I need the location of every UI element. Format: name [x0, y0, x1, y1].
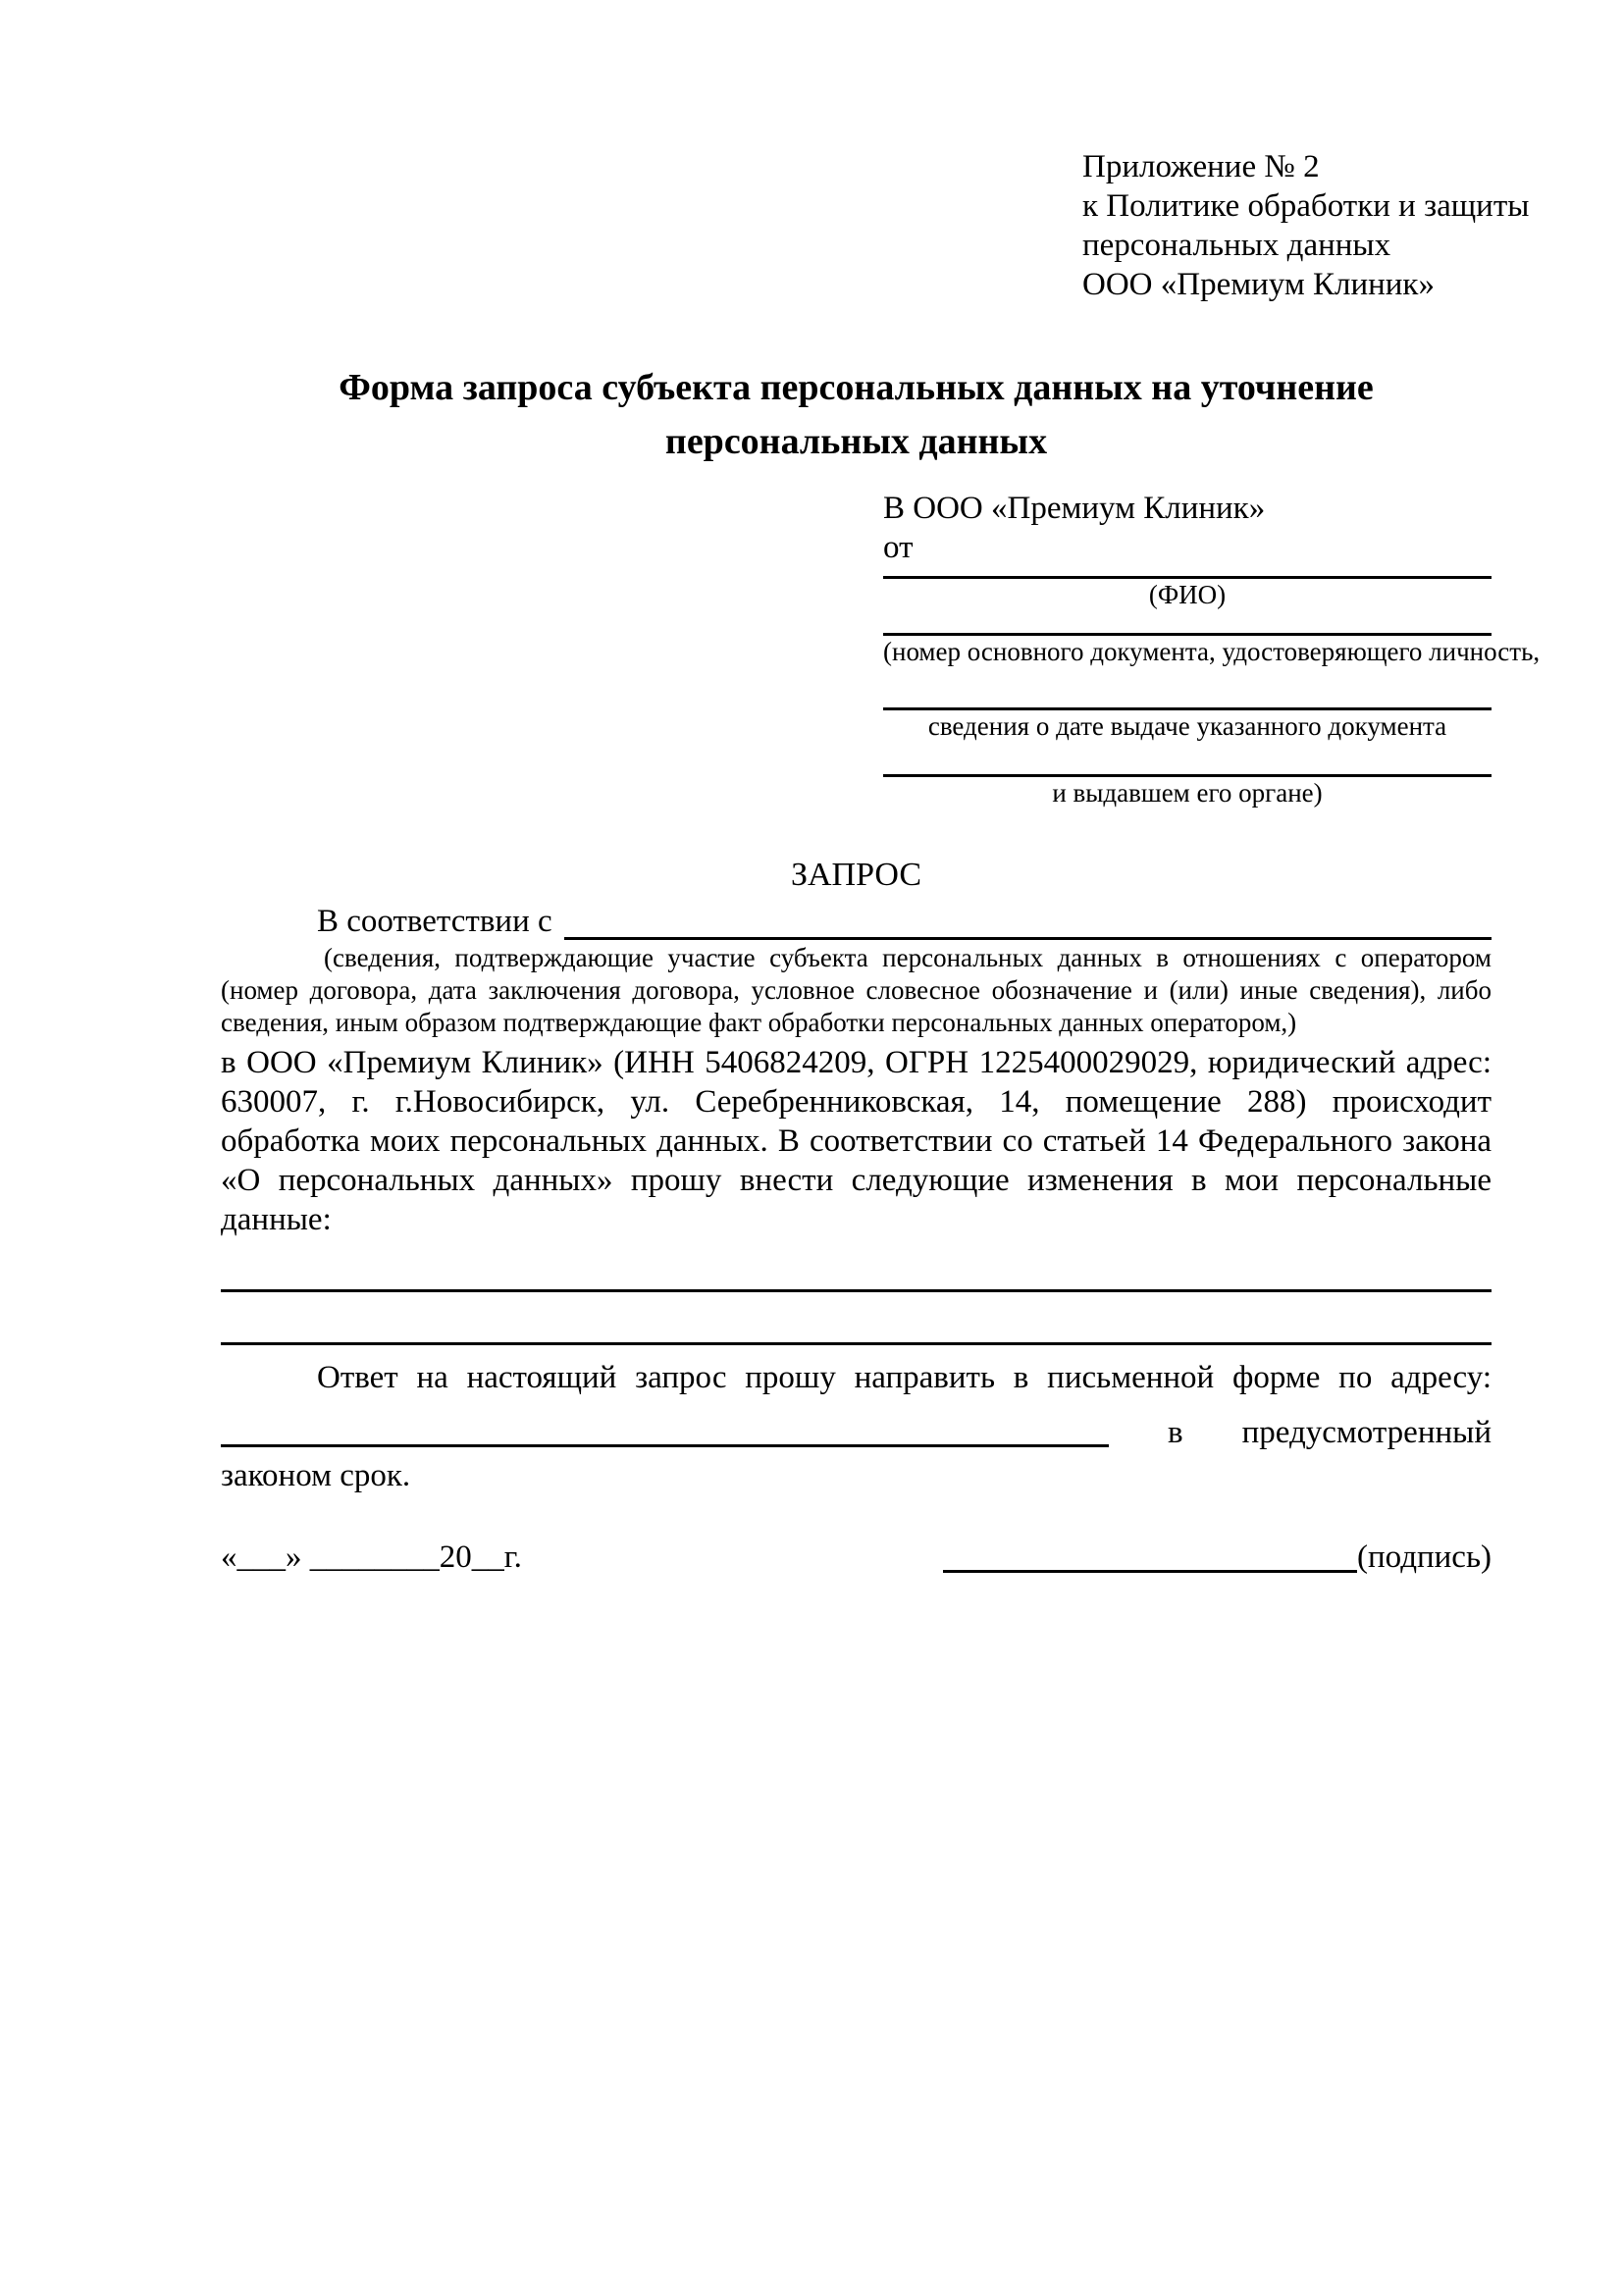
accordance-blank-line — [564, 937, 1492, 940]
addressee-block — [883, 489, 1541, 809]
document-number-caption: (номер основного документа, удостоверяющего личность, — [883, 637, 1541, 666]
accordance-label: В соответствии с — [317, 904, 552, 939]
accordance-row — [221, 897, 1492, 940]
signature-caption: (подпись) — [1357, 1539, 1492, 1575]
request-heading: ЗАПРОС — [790, 857, 922, 893]
document-number-blank-line — [883, 610, 1492, 636]
fine-print-note: (сведения, подтверждающие участие субъекта персональных данных в отношениях с оператором (номер договора, дата заключения договора, условное словесное обозначение и (или) иные сведения), либо сведения, иным образом подтверждающие факт обработки персональных данных оператором,) — [221, 943, 1492, 1037]
document-title: Форма запроса субъекта персональных данных на уточнение персональных данных — [339, 367, 1374, 462]
changes-blank-line-2 — [221, 1292, 1492, 1345]
date-blank-line: «___» ________20__г. — [221, 1539, 522, 1575]
addressee-from-label: от — [883, 530, 914, 565]
appendix-note — [1082, 147, 1530, 304]
appendix-line: ООО «Премиум Клиник» — [1082, 267, 1435, 302]
appendix-line: персональных данных — [1082, 228, 1391, 263]
changes-blank-line-1 — [221, 1239, 1492, 1292]
reply-paragraph — [221, 1345, 1492, 1500]
address-blank-line — [221, 1444, 1109, 1447]
fio-caption: (ФИО) — [1148, 580, 1227, 609]
body-paragraph: в ООО «Премиум Клиник» (ИНН 5406824209, ОГРН 1225400029029, юридический адрес: 630007, г. г.Новосибирск, ул. Серебренниковская, 14, помещение 288) происходит обработка моих персональных данных. В соответствии со статьей 14 Федерального закона «О персональных данных» прошу внести следующие изменения в мои персональные данные: — [221, 1045, 1492, 1237]
issue-date-blank-line — [883, 667, 1492, 710]
signature-blank-line — [943, 1570, 1357, 1573]
appendix-line: к Политике обработки и защиты — [1082, 188, 1530, 224]
date-signature-row — [221, 1536, 1492, 1579]
reply-address-row — [221, 1402, 1492, 1451]
signature-group — [943, 1536, 1492, 1579]
issuing-authority-caption: и выдавшем его органе) — [1052, 778, 1323, 808]
reply-text-line1: Ответ на настоящий запрос прошу направить в письменной форме по адресу: — [317, 1360, 1492, 1395]
issuing-authority-blank-line — [883, 742, 1492, 777]
reply-word-v: в — [1168, 1415, 1183, 1450]
appendix-line: Приложение № 2 — [1082, 149, 1320, 184]
issue-date-caption: сведения о дате выдаче указанного документа — [927, 711, 1447, 741]
reply-word-predusmotrennyi: предусмотренный — [1241, 1415, 1492, 1450]
fio-blank-line — [883, 567, 1492, 579]
addressee-to: В ООО «Премиум Клиник» — [883, 491, 1266, 526]
reply-text-line3: законом срок. — [221, 1458, 411, 1493]
